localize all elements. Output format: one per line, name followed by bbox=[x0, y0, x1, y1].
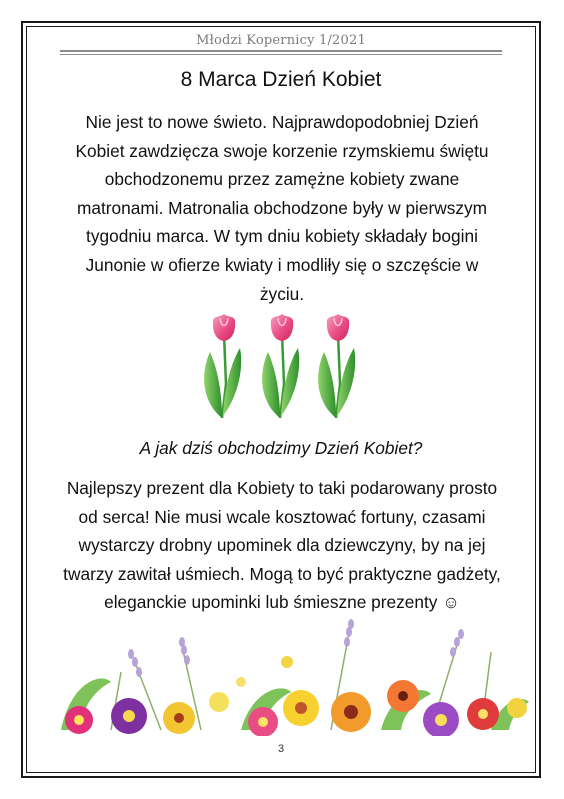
newsletter-header: Młodzi Kopernicy 1/2021 bbox=[196, 33, 366, 48]
paragraph-gifts: Najlepszy prezent dla Kobiety to taki podarowany prosto od serca! Nie musi wcale kosztować fortuny, czasami wystarczy drobny upominek dla dziewczyny, by na jej twarzy zawitał uśmiech. Mogą to być praktyczne gadżety, eleganckie upominki lub śmieszne prezenty ☺ bbox=[63, 478, 501, 613]
header-rule-thin bbox=[60, 54, 502, 55]
paragraph-history: Nie jest to nowe świeto. Najprawdopodobniej Dzień Kobiet zawdzięcza swoje korzenie rzymskiemu świętu obchodzonemu przez zamężne kobiety zwane matronami. Matronalia obchodzone były w pierwszym tygodniu marca. W tym dniu kobiety składały bogini Junonie w ofierze kwiaty i modliły się o szczęście w życiu. bbox=[75, 112, 489, 304]
page-number: 3 bbox=[277, 743, 285, 755]
article-title: 8 Marca Dzień Kobiet bbox=[180, 68, 382, 91]
flower-border-icon bbox=[51, 612, 529, 736]
tulip-icon bbox=[200, 312, 366, 422]
header-rule bbox=[60, 50, 502, 52]
section-subtitle: A jak dziś obchodzimy Dzień Kobiet? bbox=[139, 438, 423, 458]
